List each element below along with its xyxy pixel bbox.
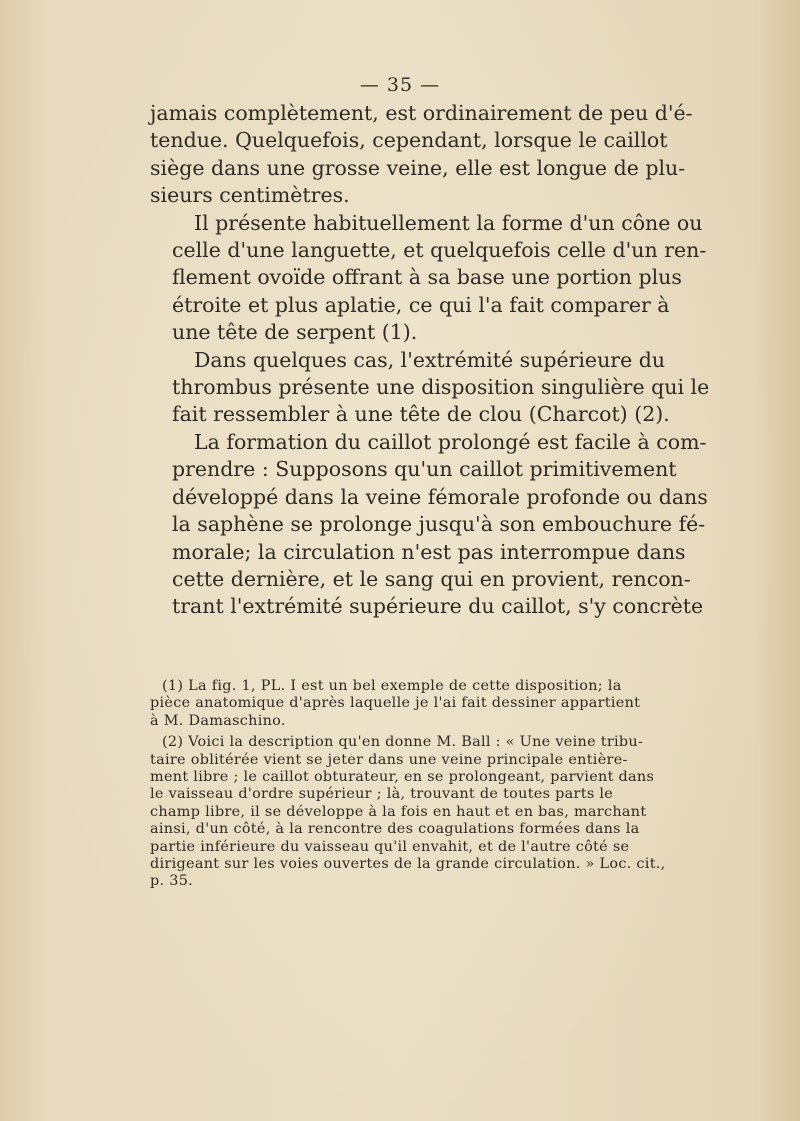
- paragraph: [150, 347, 710, 429]
- footnote-line: champ libre, il se développe à la fois en haut et en bas, marchant: [150, 803, 647, 820]
- footnote-line: (2) Voici la description qu'en donne M. Ball : « Une veine tribu-: [162, 734, 644, 751]
- footnote-line: taire oblitérée vient se jeter dans une veine principale entière-: [150, 751, 628, 768]
- paragraph: [150, 429, 708, 621]
- footnote-line: dirigeant sur les voies ouvertes de la grande circulation. » Loc. cit.,: [150, 856, 666, 873]
- paragraph: [150, 210, 707, 347]
- text-line: morale; la circulation n'est pas interrompue dans: [172, 539, 686, 564]
- footnote-line: p. 35.: [150, 873, 194, 890]
- text-line: siège dans une grosse veine, elle est longue de plu-: [150, 155, 686, 180]
- text-line: fait ressembler à une tête de clou (Charcot) (2).: [172, 402, 670, 427]
- footnote-line: à M. Damaschino.: [150, 712, 286, 729]
- text-line: la saphène se prolonge jusqu'à son embouchure fé-: [172, 512, 706, 537]
- footnote-line: le vaisseau d'ordre supérieur ; là, trouvant de toutes parts le: [150, 786, 614, 803]
- footnote-line: ment libre ; le caillot obturateur, en se prolongeant, parvient dans: [150, 769, 655, 786]
- text-line: une tête de serpent (1).: [172, 320, 418, 345]
- text-line: tendue. Quelquefois, cependant, lorsque le caillot: [150, 128, 668, 153]
- text-line: prendre : Supposons qu'un caillot primitivement: [172, 457, 677, 482]
- footnote-line: partie inférieure du vaisseau qu'il envahit, et de l'autre côté se: [150, 838, 630, 855]
- footnote: [150, 734, 666, 891]
- footnote: [150, 678, 641, 730]
- text-line: cette dernière, et le sang qui en provient, rencon-: [172, 566, 691, 591]
- text-line: trant l'extrémité supérieure du caillot, s'y concrète: [172, 594, 704, 619]
- page-number: — 35 —: [359, 74, 441, 96]
- text-line: La formation du caillot prolongé est facile à com-: [194, 429, 707, 454]
- footnotes: [150, 678, 666, 895]
- text-line: thrombus présente une disposition singulière qui le: [172, 375, 710, 400]
- text-line: celle d'une languette, et quelquefois celle d'un ren-: [172, 238, 707, 263]
- text-line: développé dans la veine fémorale profonde ou dans: [172, 484, 708, 509]
- text-line: Il présente habituellement la forme d'un cône ou: [194, 210, 703, 235]
- footnote-line: (1) La fig. 1, PL. I est un bel exemple de cette disposition; la: [162, 678, 622, 694]
- footnote-line: ainsi, d'un côté, à la rencontre des coagulations formées dans la: [150, 821, 640, 838]
- text-line: jamais complètement, est ordinairement de peu d'é-: [150, 101, 693, 125]
- main-text: [150, 100, 710, 621]
- text-line: Dans quelques cas, l'extrémité supérieure du: [194, 347, 666, 372]
- paragraph: [150, 100, 693, 210]
- text-line: flement ovoïde offrant à sa base une portion plus: [172, 265, 682, 290]
- text-line: étroite et plus aplatie, ce qui l'a fait comparer à: [172, 292, 670, 317]
- text-line: sieurs centimètres.: [150, 183, 350, 208]
- footnote-line: pièce anatomique d'après laquelle je l'ai fait dessiner appartient: [150, 695, 641, 712]
